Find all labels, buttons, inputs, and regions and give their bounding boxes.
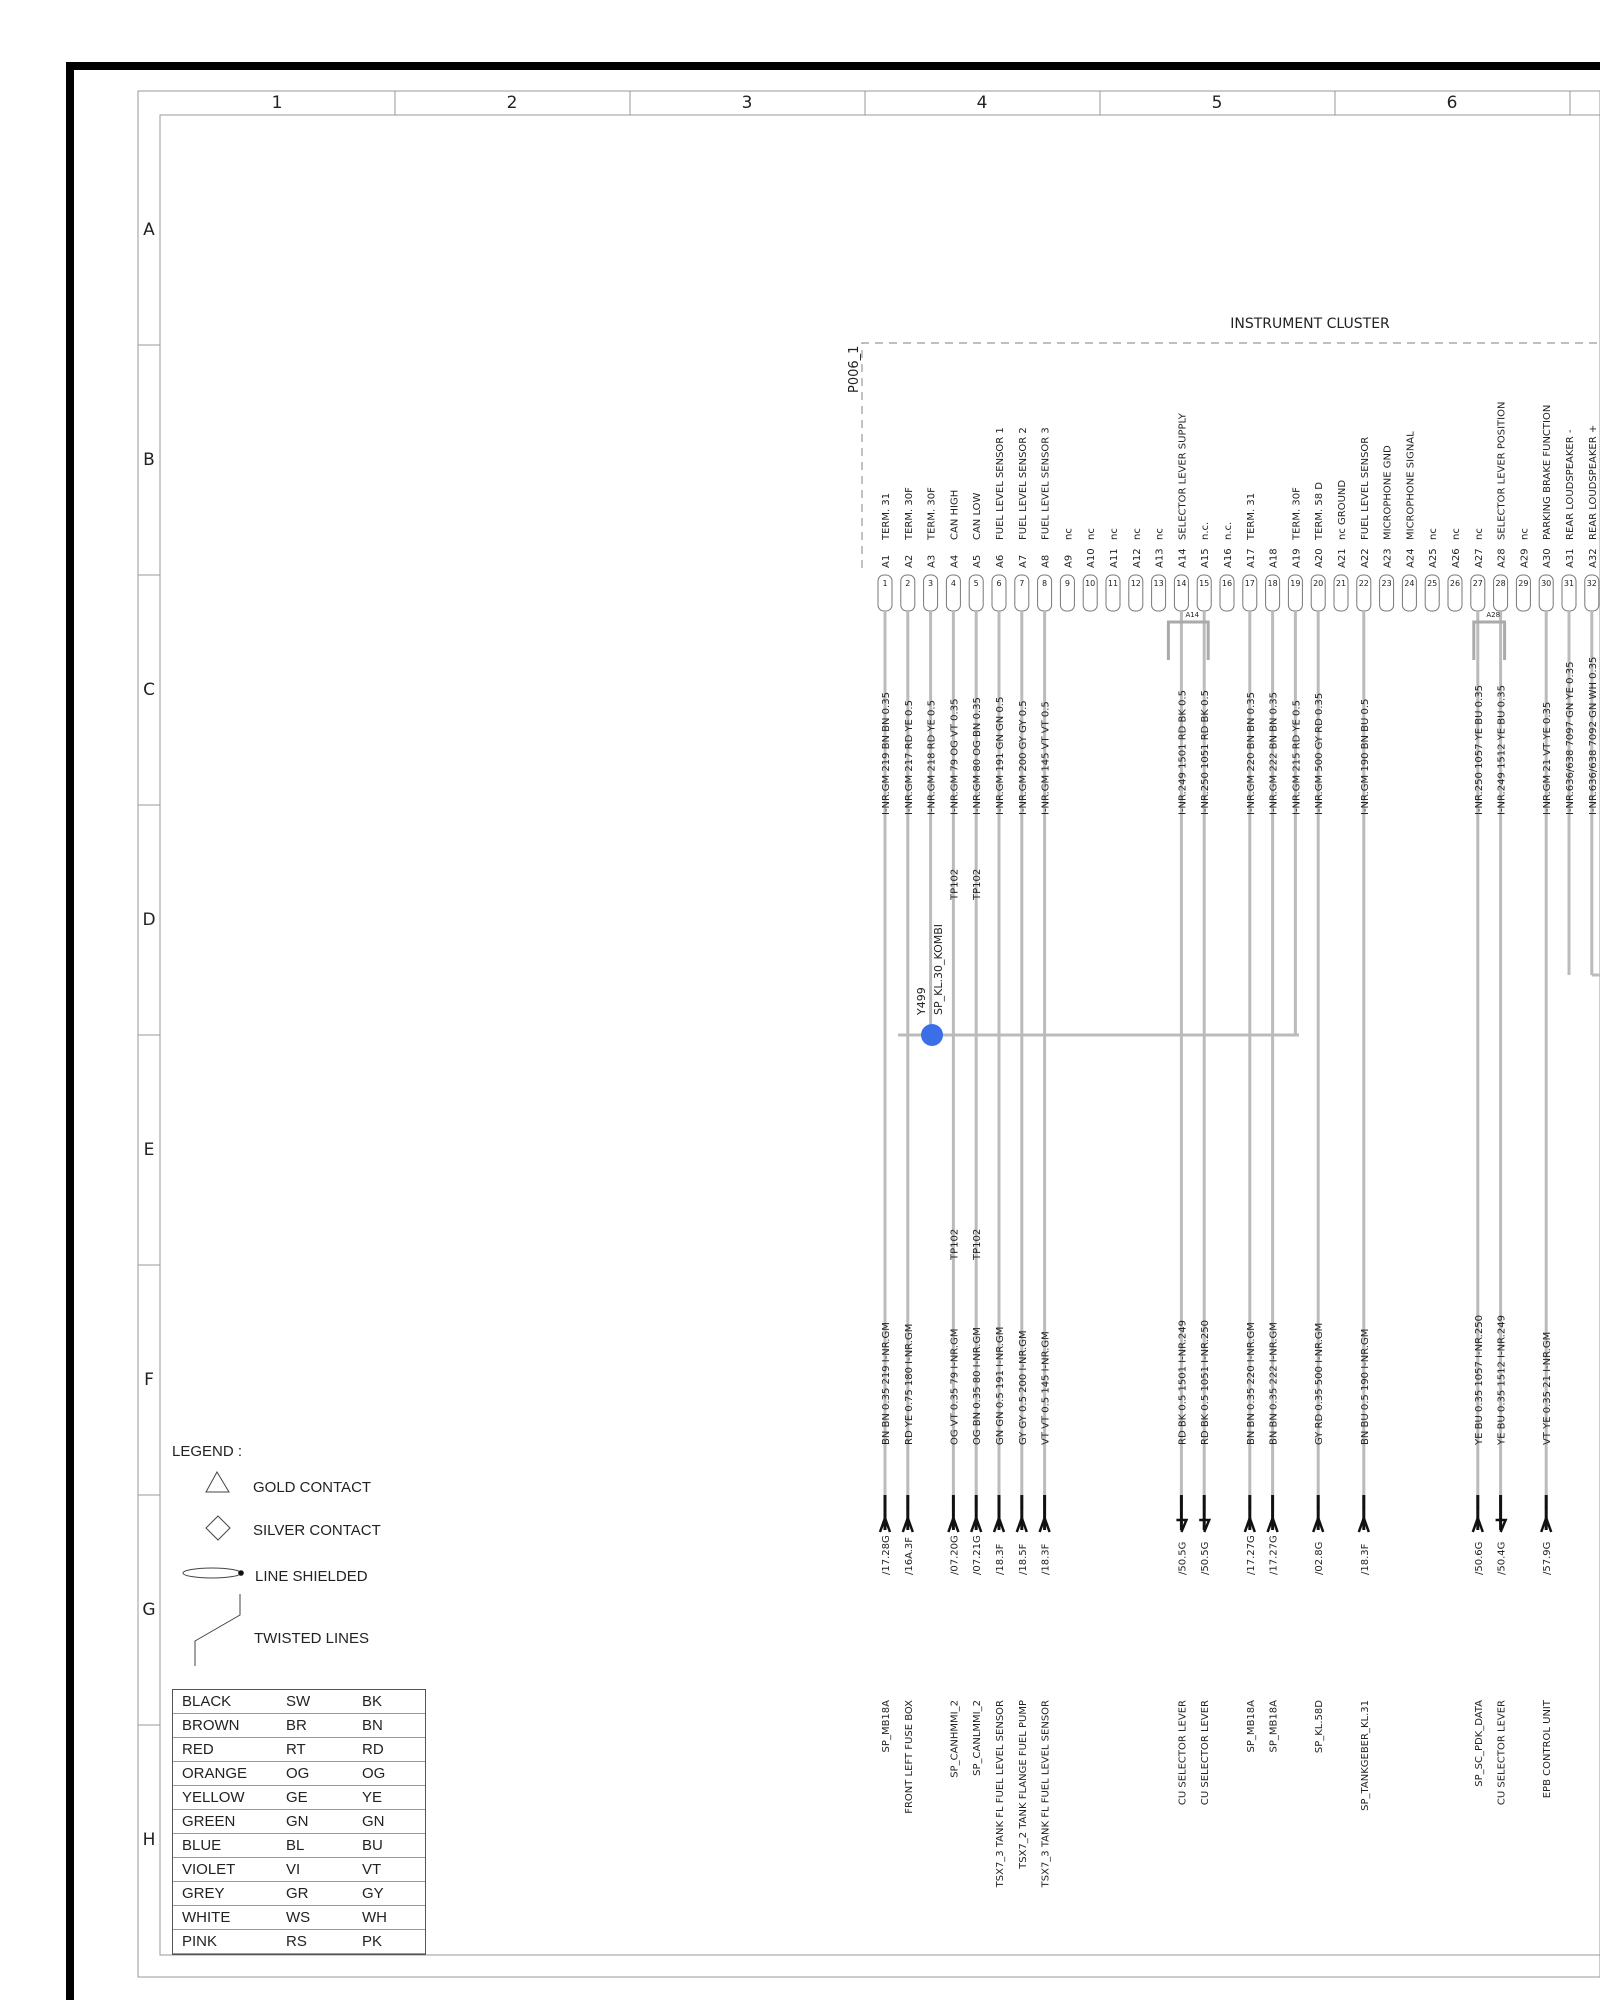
pin-id: A9 <box>1063 554 1075 568</box>
wire-label-bottom: YE BU 0.35 1057 I-NR.250 <box>1473 1315 1485 1445</box>
pin-function: FUEL LEVEL SENSOR 2 <box>1017 427 1029 540</box>
wire-color-table <box>172 1689 426 1955</box>
color-row <box>173 1834 425 1858</box>
wire-label-top: I-NR.GM 145 VT VT 0.5 <box>1040 701 1052 815</box>
gold-contact-icon <box>206 1472 229 1492</box>
color-name-en: RED <box>182 1741 214 1758</box>
pin-id: A17 <box>1245 548 1257 568</box>
pin-number: 25 <box>1427 579 1438 588</box>
pin-id: A25 <box>1428 548 1440 568</box>
pin-id: A12 <box>1131 548 1143 568</box>
page-reference: /18.3F <box>995 1543 1006 1575</box>
twisted-lines-icon <box>195 1594 240 1666</box>
color-row <box>173 1858 425 1882</box>
pin-function: SELECTOR LEVER POSITION <box>1496 401 1508 540</box>
pin-number: 7 <box>1019 579 1025 588</box>
wire-label-bottom: BN BN 0.35 222 I-NR.GM <box>1268 1322 1280 1445</box>
color-code-de: GR <box>286 1885 309 1902</box>
pin-number: 11 <box>1107 579 1119 588</box>
destination-label: SP_MB18A <box>1245 1700 1257 1753</box>
destination-label: SP_CANLMMI_2 <box>972 1700 984 1776</box>
wire-label-top: I-NR.GM 79 OG VT 0.35 <box>949 698 961 815</box>
column-label: 3 <box>741 93 753 113</box>
bridge-label: A14 <box>1185 611 1200 619</box>
pin-number: 29 <box>1518 579 1529 588</box>
color-name-en: BROWN <box>182 1717 240 1734</box>
pin-number: 6 <box>996 579 1002 588</box>
pin-function: n.c. <box>1223 521 1234 540</box>
color-code-iec: BU <box>362 1837 383 1854</box>
legend-twisted-lines: TWISTED LINES <box>254 1630 370 1647</box>
pin-id: A2 <box>903 554 915 568</box>
color-name-en: BLUE <box>182 1837 222 1854</box>
pin-id: A19 <box>1291 548 1303 568</box>
page-reference: /50.6G <box>1473 1541 1485 1575</box>
pin-number: 32 <box>1586 579 1597 588</box>
legend-gold-contact: GOLD CONTACT <box>253 1479 372 1496</box>
pin-function: nc <box>1519 528 1531 540</box>
pin-number: 24 <box>1404 579 1415 588</box>
wire-label-top: I-NR.249 1501 RD BK 0.5 <box>1177 689 1189 815</box>
pin-bridge <box>1168 622 1208 660</box>
pin-id: A8 <box>1040 554 1052 568</box>
page-reference: /50.5G <box>1200 1541 1212 1575</box>
row-label: H <box>142 1830 156 1850</box>
page-reference: /17.27G <box>1245 1535 1257 1575</box>
pin-function: TERM. 31 <box>881 492 892 540</box>
pin-id: A31 <box>1565 548 1576 568</box>
pin-function: MICROPHONE SIGNAL <box>1405 431 1417 540</box>
page-reference: /50.5G <box>1177 1541 1189 1575</box>
pin-id: A28 <box>1496 548 1508 568</box>
pin-function: TERM. 31 <box>1245 492 1257 540</box>
column-label: 6 <box>1446 93 1458 113</box>
destination-label: TSX7_3 TANK FL FUEL LEVEL SENSOR <box>995 1700 1006 1888</box>
pin-number: 23 <box>1381 579 1392 588</box>
bridge-label: A28 <box>1486 611 1501 619</box>
color-code-iec: BK <box>362 1693 383 1710</box>
pin-id: A3 <box>926 554 938 568</box>
wire-label-top: I-NR.GM 222 BN BN 0.35 <box>1268 692 1280 815</box>
pin-id: A10 <box>1086 548 1098 568</box>
destination-label: CU SELECTOR LEVER <box>1496 1700 1508 1806</box>
wire-label-bottom: GY GY 0.5 200 I-NR.GM <box>1017 1330 1029 1445</box>
pin-id: A24 <box>1405 548 1417 568</box>
color-code-de: OG <box>286 1765 310 1782</box>
wire-label-top: I-NR.GM 200 GY GY 0.5 <box>1017 700 1029 815</box>
wire-label-bottom: BN BN 0.35 219 I-NR.GM <box>881 1322 892 1445</box>
test-point-label: TP102 <box>972 868 984 900</box>
test-point-label: TP102 <box>949 868 961 900</box>
pin-function: TERM. 30F <box>926 487 938 540</box>
color-code-de: BL <box>286 1837 305 1854</box>
color-row <box>173 1882 425 1906</box>
color-name-en: PINK <box>182 1933 218 1950</box>
color-row <box>173 1690 425 1714</box>
row-label: B <box>143 450 155 470</box>
row-label: F <box>144 1370 154 1390</box>
wire-label-bottom: OG VT 0.35 79 I-NR.GM <box>949 1328 961 1445</box>
destination-label: EPB CONTROL UNIT <box>1542 1700 1554 1799</box>
shielded-line-icon <box>183 1568 241 1578</box>
pin-number: 19 <box>1290 579 1301 588</box>
color-code-iec: YE <box>362 1789 383 1806</box>
color-row <box>173 1786 425 1810</box>
destination-label: CU SELECTOR LEVER <box>1177 1700 1189 1806</box>
pin-number: 26 <box>1449 579 1461 588</box>
legend-silver-contact: SILVER CONTACT <box>253 1522 381 1539</box>
destination-label: SP_MB18A <box>1268 1700 1280 1753</box>
pin-function: PARKING BRAKE FUNCTION <box>1542 404 1554 540</box>
color-row <box>173 1810 425 1834</box>
page-reference: /07.21G <box>972 1535 984 1575</box>
pin-function: nc <box>1109 528 1120 540</box>
color-code-iec: GY <box>362 1885 384 1902</box>
pin-id: A22 <box>1359 548 1371 568</box>
wire-label-bottom: GY RD 0.35 500 I-NR.GM <box>1314 1322 1326 1445</box>
color-name-en: WHITE <box>182 1909 231 1926</box>
wire-label-bottom: VT YE 0.35 21 I-NR.GM <box>1542 1331 1554 1445</box>
pin-id: A16 <box>1223 548 1234 568</box>
pin-id: A18 <box>1268 548 1280 568</box>
color-code-de: WS <box>286 1909 311 1926</box>
test-point-label: TP102 <box>972 1228 984 1260</box>
page-reference: /02.8G <box>1314 1541 1326 1575</box>
color-code-de: RS <box>286 1933 307 1950</box>
component-title: INSTRUMENT CLUSTER <box>1230 316 1390 332</box>
pin-function: TERM. 30F <box>1291 487 1303 540</box>
wire-label-top: I-NR.GM 218 RD YE 0.5 <box>926 700 938 815</box>
pin-function: REAR LOUDSPEAKER - <box>1565 429 1576 540</box>
wire-label-bottom: GN GN 0.5 191 I-NR.GM <box>995 1326 1006 1445</box>
wire-label-top: I-NR.GM 217 RD YE 0.5 <box>903 700 915 815</box>
shield-dot-icon <box>238 1570 244 1576</box>
wire-label-top: I-NR.GM 80 OG BN 0.35 <box>972 697 984 815</box>
row-label: E <box>143 1140 155 1160</box>
page-reference: /18.5F <box>1017 1543 1029 1575</box>
page-reference: /57.9G <box>1542 1541 1554 1575</box>
pin-number: 8 <box>1042 579 1048 588</box>
row-label: C <box>143 680 155 700</box>
pin-function: n.c. <box>1200 521 1212 540</box>
pin-id: A1 <box>881 554 892 568</box>
color-row <box>173 1762 425 1786</box>
wire-label-top: I-NR.250 1057 YE BU 0.35 <box>1473 685 1485 815</box>
pin-number: 5 <box>973 579 979 588</box>
pin-function: MICROPHONE GND <box>1382 445 1394 540</box>
pin-number: 20 <box>1313 579 1324 588</box>
color-row <box>173 1714 425 1738</box>
pin-function: TERM. 30F <box>903 487 915 540</box>
pin-function: nc <box>1131 528 1143 540</box>
pin-id: A20 <box>1314 548 1326 568</box>
pin-function: REAR LOUDSPEAKER + <box>1587 424 1599 540</box>
junction-name: SP_KL.30_KOMBI <box>932 923 945 1015</box>
row-label: D <box>142 910 156 930</box>
pin-function: FUEL LEVEL SENSOR <box>1359 436 1371 540</box>
wire-label-bottom: VT VT 0.5 145 I-NR.GM <box>1040 1331 1052 1445</box>
junction-id: Y499 <box>915 987 928 1015</box>
color-code-iec: WH <box>362 1909 387 1926</box>
pin-number: 14 <box>1176 579 1187 588</box>
wire-label-top: I-NR.249 1512 YE BU 0.35 <box>1496 685 1508 815</box>
pin-function: nc <box>1063 528 1075 540</box>
pin-function: CAN LOW <box>972 492 984 540</box>
pin-id: A4 <box>949 554 961 568</box>
destination-label: SP_KL.58D <box>1314 1700 1326 1754</box>
page-reference: /16A.3F <box>903 1536 915 1575</box>
color-row <box>173 1930 425 1954</box>
wire-label-bottom: BN BN 0.35 220 I-NR.GM <box>1245 1322 1257 1445</box>
column-label: 1 <box>271 93 283 113</box>
legend-title: LEGEND : <box>172 1443 243 1460</box>
pin-function: nc <box>1451 528 1462 540</box>
page-reference: /18.3F <box>1040 1543 1052 1575</box>
pin-number: 21 <box>1335 579 1347 588</box>
page-reference: /07.20G <box>949 1535 961 1575</box>
legend-line-shielded: LINE SHIELDED <box>255 1568 368 1585</box>
column-label: 4 <box>976 93 988 113</box>
page-reference: /18.3F <box>1359 1543 1371 1575</box>
column-label: 2 <box>506 93 518 113</box>
row-label: A <box>143 220 155 240</box>
destination-label: SP_MB18A <box>881 1700 892 1753</box>
pin-number: 17 <box>1244 579 1255 588</box>
pin-id: A30 <box>1542 548 1554 568</box>
color-code-de: VI <box>286 1861 301 1878</box>
wire-label-top: I-NR.636/638 7092 GN WH 0.35 <box>1587 656 1599 815</box>
wire-label-top: I-NR.GM 191 GN GN 0.5 <box>995 696 1006 815</box>
wires-layer <box>880 611 1600 1888</box>
pin-number: 22 <box>1358 579 1369 588</box>
pin-number: 31 <box>1563 579 1575 588</box>
row-label: G <box>142 1600 156 1620</box>
color-code-de: GN <box>286 1813 309 1830</box>
pin-number: 28 <box>1495 579 1506 588</box>
pin-number: 1 <box>882 579 888 588</box>
pin-number: 2 <box>905 579 911 588</box>
component-ref: P006_1 <box>847 345 862 393</box>
wire-label-bottom: RD BK 0.5 1501 I-NR.249 <box>1177 1319 1189 1445</box>
destination-label: SP_TANKGEBER_KL.31 <box>1359 1700 1371 1811</box>
color-code-iec: RD <box>362 1741 384 1758</box>
wire-label-top: I-NR.250 1051 RD BK 0.5 <box>1200 689 1212 815</box>
junction-node[interactable] <box>921 1024 943 1046</box>
wire-label-top: I-NR.GM 219 BN BN 0.35 <box>881 692 892 815</box>
wire-label-top: I-NR.GM 21 VT YE 0.35 <box>1542 701 1554 815</box>
pin-id: A15 <box>1200 548 1212 568</box>
pin-function: FUEL LEVEL SENSOR 1 <box>995 427 1006 540</box>
wire-label-top: I-NR.GM 215 RD YE 0.5 <box>1291 700 1303 815</box>
pin-number: 16 <box>1221 579 1233 588</box>
wire-label-top: I-NR.GM 220 BN BN 0.35 <box>1245 692 1257 815</box>
pin-number: 3 <box>928 579 934 588</box>
pin-number: 12 <box>1130 579 1141 588</box>
wire-label-bottom: BN BU 0.5 190 I-NR.GM <box>1359 1328 1371 1445</box>
pin-function: SELECTOR LEVER SUPPLY <box>1177 413 1189 540</box>
pin-number: 13 <box>1153 579 1164 588</box>
color-code-iec: GN <box>362 1813 385 1830</box>
color-code-de: SW <box>286 1693 311 1710</box>
pin-number: 15 <box>1199 579 1210 588</box>
pin-id: A26 <box>1451 548 1462 568</box>
wire-label-bottom: YE BU 0.35 1512 I-NR.249 <box>1496 1315 1508 1445</box>
pin-function: TERM. 58 D <box>1314 482 1326 540</box>
pin-id: A21 <box>1337 548 1348 568</box>
destination-label: SP_SC_PDK_DATA <box>1473 1700 1485 1787</box>
color-code-iec: VT <box>362 1861 382 1878</box>
pin-number: 18 <box>1267 579 1278 588</box>
pin-id: A13 <box>1154 548 1166 568</box>
pin-function: nc <box>1428 528 1440 540</box>
pin-id: A5 <box>972 554 984 568</box>
pin-function: nc <box>1154 528 1166 540</box>
color-code-de: RT <box>286 1741 306 1758</box>
pin-id: A32 <box>1587 548 1599 568</box>
pin-id: A14 <box>1177 548 1189 568</box>
pin-function: FUEL LEVEL SENSOR 3 <box>1040 427 1052 540</box>
pin-id: A6 <box>995 554 1006 568</box>
pin-number: 9 <box>1064 579 1070 588</box>
pin-function: CAN HIGH <box>949 489 961 540</box>
pin-number: 27 <box>1472 579 1483 588</box>
wire-label-bottom: OG BN 0.35 80 I-NR.GM <box>972 1327 984 1445</box>
color-row <box>173 1906 425 1930</box>
color-name-en: YELLOW <box>182 1789 245 1806</box>
color-name-en: BLACK <box>182 1693 232 1710</box>
pin-function: nc GROUND <box>1337 479 1348 540</box>
page-reference: /17.27G <box>1268 1535 1280 1575</box>
page-reference: /17.28G <box>881 1535 892 1575</box>
color-name-en: ORANGE <box>182 1765 248 1782</box>
color-code-de: GE <box>286 1789 308 1806</box>
row-markers <box>138 220 160 1850</box>
pin-number: 10 <box>1085 579 1096 588</box>
color-name-en: VIOLET <box>182 1861 236 1878</box>
test-point-label: TP102 <box>949 1228 961 1260</box>
color-code-iec: BN <box>362 1717 383 1734</box>
pin-id: A7 <box>1017 554 1029 568</box>
pin-number: 30 <box>1541 579 1552 588</box>
silver-contact-icon <box>206 1516 230 1540</box>
color-name-en: GREEN <box>182 1813 236 1830</box>
column-label: 5 <box>1211 93 1223 113</box>
pin-id: A29 <box>1519 548 1531 568</box>
color-code-iec: PK <box>362 1933 383 1950</box>
wire-label-top: I-NR.636/638 7097 GN YE 0.35 <box>1565 661 1576 815</box>
destination-label: TSX7_3 TANK FL FUEL LEVEL SENSOR <box>1040 1700 1052 1888</box>
destination-label: FRONT LEFT FUSE BOX <box>903 1700 915 1814</box>
destination-label: TSX7_2 TANK FLANGE FUEL PUMP <box>1017 1700 1029 1869</box>
pin-id: A23 <box>1382 548 1394 568</box>
wire-label-bottom: RD YE 0.75 180 I-NR.GM <box>903 1323 915 1445</box>
pin-id: A11 <box>1109 548 1120 568</box>
pin-function: nc <box>1473 528 1485 540</box>
inner-grid-border <box>160 115 1600 1955</box>
wire-label-top: I-NR.GM 500 GY RD 0.35 <box>1314 692 1326 815</box>
destination-label: SP_CANHMMI_2 <box>949 1700 961 1778</box>
color-name-en: GREY <box>182 1885 225 1902</box>
pin-id: A27 <box>1473 548 1485 568</box>
pin-function: nc <box>1086 528 1098 540</box>
wire-label-bottom: RD BK 0.5 1051 I-NR.250 <box>1200 1319 1212 1445</box>
pin-number: 4 <box>950 579 956 588</box>
pins-layer <box>878 402 1599 611</box>
wire-label-top: I-NR.GM 190 BN BU 0.5 <box>1359 698 1371 815</box>
destination-label: CU SELECTOR LEVER <box>1200 1700 1212 1806</box>
column-markers <box>272 91 1570 115</box>
color-code-de: BR <box>286 1717 307 1734</box>
color-code-iec: OG <box>362 1765 386 1782</box>
color-row <box>173 1738 425 1762</box>
page-reference: /50.4G <box>1496 1541 1508 1575</box>
